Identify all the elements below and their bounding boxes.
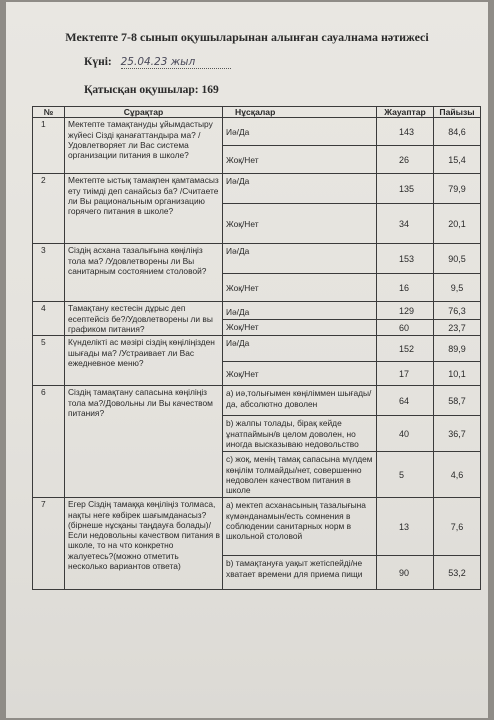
- answer-count: 13: [377, 498, 434, 556]
- answer-count: 16: [377, 274, 434, 302]
- question-text: Мектепте ыстық тамақпен қамтамасыз ету тиімді деп санайсыз ба? /Считаете ли Вы рациональным организацию горячего питания в школе?: [65, 174, 223, 244]
- answer-count: 5: [377, 452, 434, 498]
- option-label: b) жалпы толады, бірақ кейде ұнатпаймын/в целом доволен, но иногда высказываю недовольство: [223, 416, 377, 452]
- option-label: b) тамақтануға уақыт жетіспейді/не хватает времени для приема пищи: [223, 556, 377, 590]
- option-label: Иә/Да: [223, 336, 377, 362]
- answer-percent: 76,3: [434, 302, 481, 320]
- answer-count: 26: [377, 146, 434, 174]
- question-text: Егер Сіздің тамаққа көңіліңіз толмаса, нақты неге көбірек шағымданасыз?(бірнеше нұсқаны таңдауға болады)/Если недовольны качеством питания в школе, то на что конкретно жалуетесь?(можно отметить несколько вариантов ответа): [65, 498, 223, 590]
- option-label: c) жоқ, менің тамақ сапасына мүлдем көңілім толмайды/нет, совершенно недоволен качеством питания в школе: [223, 452, 377, 498]
- date-label: Күні:: [84, 56, 112, 68]
- col-header-percent: Пайызы: [434, 107, 481, 118]
- table-row: [33, 174, 481, 204]
- question-text: Күнделікті ас мәзірі сіздің көңіліңізден шығады ма? /Устраивает ли Вас ежедневное меню?: [65, 336, 223, 386]
- answer-count: 40: [377, 416, 434, 452]
- question-text: Мектепте тамақтануды ұйымдастыру жүйесі Сізді қанағаттандыра ма? /Удовлетворяет ли Вас система организации питания в школе?: [65, 118, 223, 174]
- answer-percent: 90,5: [434, 244, 481, 274]
- table-row: [33, 386, 481, 416]
- answer-count: 60: [377, 320, 434, 336]
- table-row: [33, 336, 481, 362]
- survey-table: [32, 106, 481, 590]
- answer-percent: 79,9: [434, 174, 481, 204]
- answer-percent: 53,2: [434, 556, 481, 590]
- answer-percent: 89,9: [434, 336, 481, 362]
- table-row: [33, 302, 481, 320]
- answer-count: 34: [377, 204, 434, 244]
- option-label: Жоқ/Нет: [223, 274, 377, 302]
- option-label: Иә/Да: [223, 174, 377, 204]
- col-header-answers: Жауаптар: [377, 107, 434, 118]
- answer-count: 135: [377, 174, 434, 204]
- option-label: Иә/Да: [223, 244, 377, 274]
- table-row: [33, 498, 481, 556]
- answer-percent: 84,6: [434, 118, 481, 146]
- option-label: a) мектеп асханасының тазалығына күмәнданамын/есть сомнения в соблюдении санитарных норм в школьной столовой: [223, 498, 377, 556]
- answer-count: 129: [377, 302, 434, 320]
- question-number: 2: [33, 174, 65, 244]
- table-header-row: [33, 107, 481, 118]
- question-number: 1: [33, 118, 65, 174]
- option-label: Жоқ/Нет: [223, 146, 377, 174]
- date-line: [84, 56, 231, 69]
- col-header-questions: Сұрақтар: [65, 107, 223, 118]
- answer-count: 17: [377, 362, 434, 386]
- answer-count: 153: [377, 244, 434, 274]
- table-row: [33, 244, 481, 274]
- answer-percent: 58,7: [434, 386, 481, 416]
- answer-percent: 15,4: [434, 146, 481, 174]
- question-text: Сіздің тамақтану сапасына көңіліңіз тола ма?/Довольны ли Вы качеством питания?: [65, 386, 223, 498]
- option-label: Жоқ/Нет: [223, 204, 377, 244]
- option-label: Иә/Да: [223, 302, 377, 320]
- option-label: a) иә,толығымен көңіліммен шығады/да, абсолютно доволен: [223, 386, 377, 416]
- answer-count: 152: [377, 336, 434, 362]
- col-header-number: №: [33, 107, 65, 118]
- table-row: [33, 118, 481, 146]
- answer-percent: 36,7: [434, 416, 481, 452]
- question-number: 3: [33, 244, 65, 302]
- col-header-options: Нұсқалар: [223, 107, 377, 118]
- answer-percent: 4,6: [434, 452, 481, 498]
- option-label: Жоқ/Нет: [223, 320, 377, 336]
- answer-percent: 9,5: [434, 274, 481, 302]
- answer-count: 64: [377, 386, 434, 416]
- participants-count: Қатысқан оқушылар: 169: [84, 84, 219, 96]
- page-title: Мектепте 7-8 сынып оқушыларынан алынған сауалнама нәтижесі: [65, 30, 429, 44]
- question-number: 7: [33, 498, 65, 590]
- question-text: Сіздің асхана тазалығына көңіліңіз тола ма? /Удовлетворены ли Вы санитарным состоянием столовой?: [65, 244, 223, 302]
- answer-count: 90: [377, 556, 434, 590]
- answer-percent: 7,6: [434, 498, 481, 556]
- date-value: 25.04.23 жыл: [121, 56, 231, 69]
- survey-sheet: [6, 2, 488, 718]
- option-label: Иә/Да: [223, 118, 377, 146]
- answer-percent: 23,7: [434, 320, 481, 336]
- question-text: Тамақтану кестесін дұрыс деп есептейсіз бе?/Удовлетворены ли вы графиком питания?: [65, 302, 223, 336]
- answer-percent: 20,1: [434, 204, 481, 244]
- question-number: 5: [33, 336, 65, 386]
- option-label: Жоқ/Нет: [223, 362, 377, 386]
- answer-count: 143: [377, 118, 434, 146]
- answer-percent: 10,1: [434, 362, 481, 386]
- question-number: 4: [33, 302, 65, 336]
- question-number: 6: [33, 386, 65, 498]
